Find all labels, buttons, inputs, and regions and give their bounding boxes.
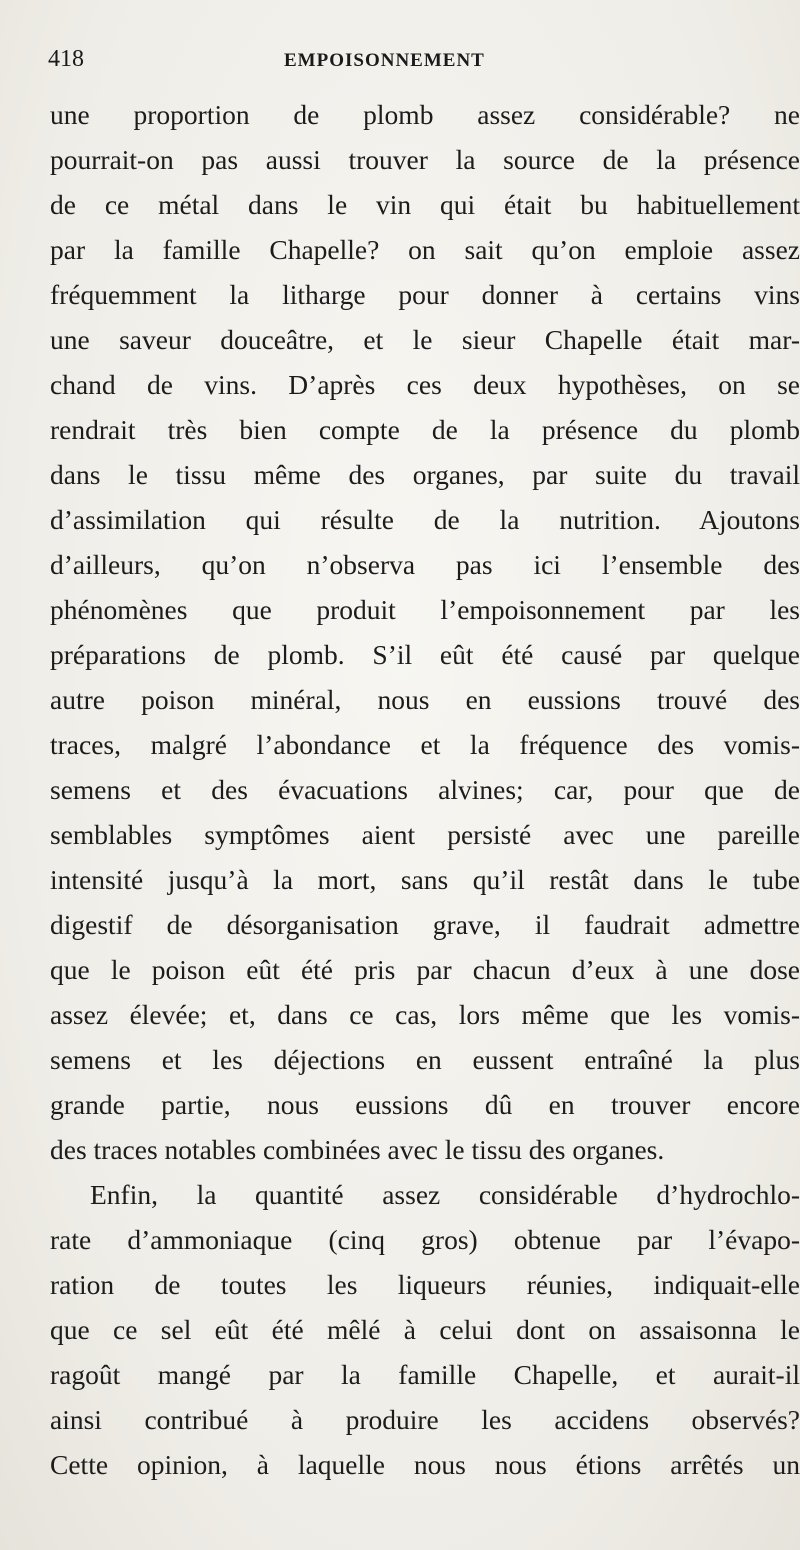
text-line: grande partie, nous eussions dû en trouver encore xyxy=(50,1089,800,1120)
text-line: une proportion de plomb assez considérable? ne xyxy=(50,99,800,130)
text-line: préparations de plomb. S’il eût été causé par quelque xyxy=(50,639,800,670)
paragraph-end-line: des traces notables combinées avec le tissu des organes. xyxy=(50,1134,665,1165)
text-line: rendrait très bien compte de la présence du plomb xyxy=(50,414,800,445)
text-line: pourrait-on pas aussi trouver la source de la présence xyxy=(50,144,800,175)
text-line: semens et des évacuations alvines; car, pour que de xyxy=(50,774,800,805)
text-line: intensité jusqu’à la mort, sans qu’il restât dans le tube xyxy=(50,864,800,895)
text-line: traces, malgré l’abondance et la fréquence des vomis- xyxy=(50,729,800,760)
text-line: d’ailleurs, qu’on n’observa pas ici l’ensemble des xyxy=(50,549,800,580)
text-line: semblables symptômes aient persisté avec une pareille xyxy=(50,819,800,850)
text-line: fréquemment la litharge pour donner à certains vins xyxy=(50,279,800,310)
text-line: chand de vins. D’après ces deux hypothèses, on se xyxy=(50,369,800,400)
text-line: de ce métal dans le vin qui était bu habituellement xyxy=(50,189,800,220)
text-line: digestif de désorganisation grave, il faudrait admettre xyxy=(50,909,800,940)
body-text xyxy=(50,92,800,1487)
text-line: assez élevée; et, dans ce cas, lors même que les vomis- xyxy=(50,999,800,1030)
text-line: Cette opinion, à laquelle nous nous étions arrêtés un xyxy=(50,1449,800,1480)
text-line: ration de toutes les liqueurs réunies, indiquait-elle xyxy=(50,1269,800,1300)
paragraph-start-line: Enfin, la quantité assez considérable d’hydrochlo- xyxy=(90,1179,800,1210)
text-line: phénomènes que produit l’empoisonnement par les xyxy=(50,594,800,625)
text-line: semens et les déjections en eussent entraîné la plus xyxy=(50,1044,800,1075)
running-head: EMPOISONNEMENT xyxy=(284,50,485,71)
page-header xyxy=(48,44,760,80)
text-line: ainsi contribué à produire les accidens observés? xyxy=(50,1404,800,1435)
text-line: une saveur douceâtre, et le sieur Chapelle était mar- xyxy=(50,324,800,355)
page-number: 418 xyxy=(48,46,84,72)
text-line: autre poison minéral, nous en eussions trouvé des xyxy=(50,684,800,715)
text-line: par la famille Chapelle? on sait qu’on emploie assez xyxy=(50,234,800,265)
text-line: que ce sel eût été mêlé à celui dont on assaisonna le xyxy=(50,1314,800,1345)
text-line: dans le tissu même des organes, par suite du travail xyxy=(50,459,800,490)
text-line: ragoût mangé par la famille Chapelle, et aurait-il xyxy=(50,1359,800,1390)
text-line: d’assimilation qui résulte de la nutrition. Ajoutons xyxy=(50,504,800,535)
text-line: que le poison eût été pris par chacun d’eux à une dose xyxy=(50,954,800,985)
text-line: rate d’ammoniaque (cinq gros) obtenue par l’évapo- xyxy=(50,1224,800,1255)
